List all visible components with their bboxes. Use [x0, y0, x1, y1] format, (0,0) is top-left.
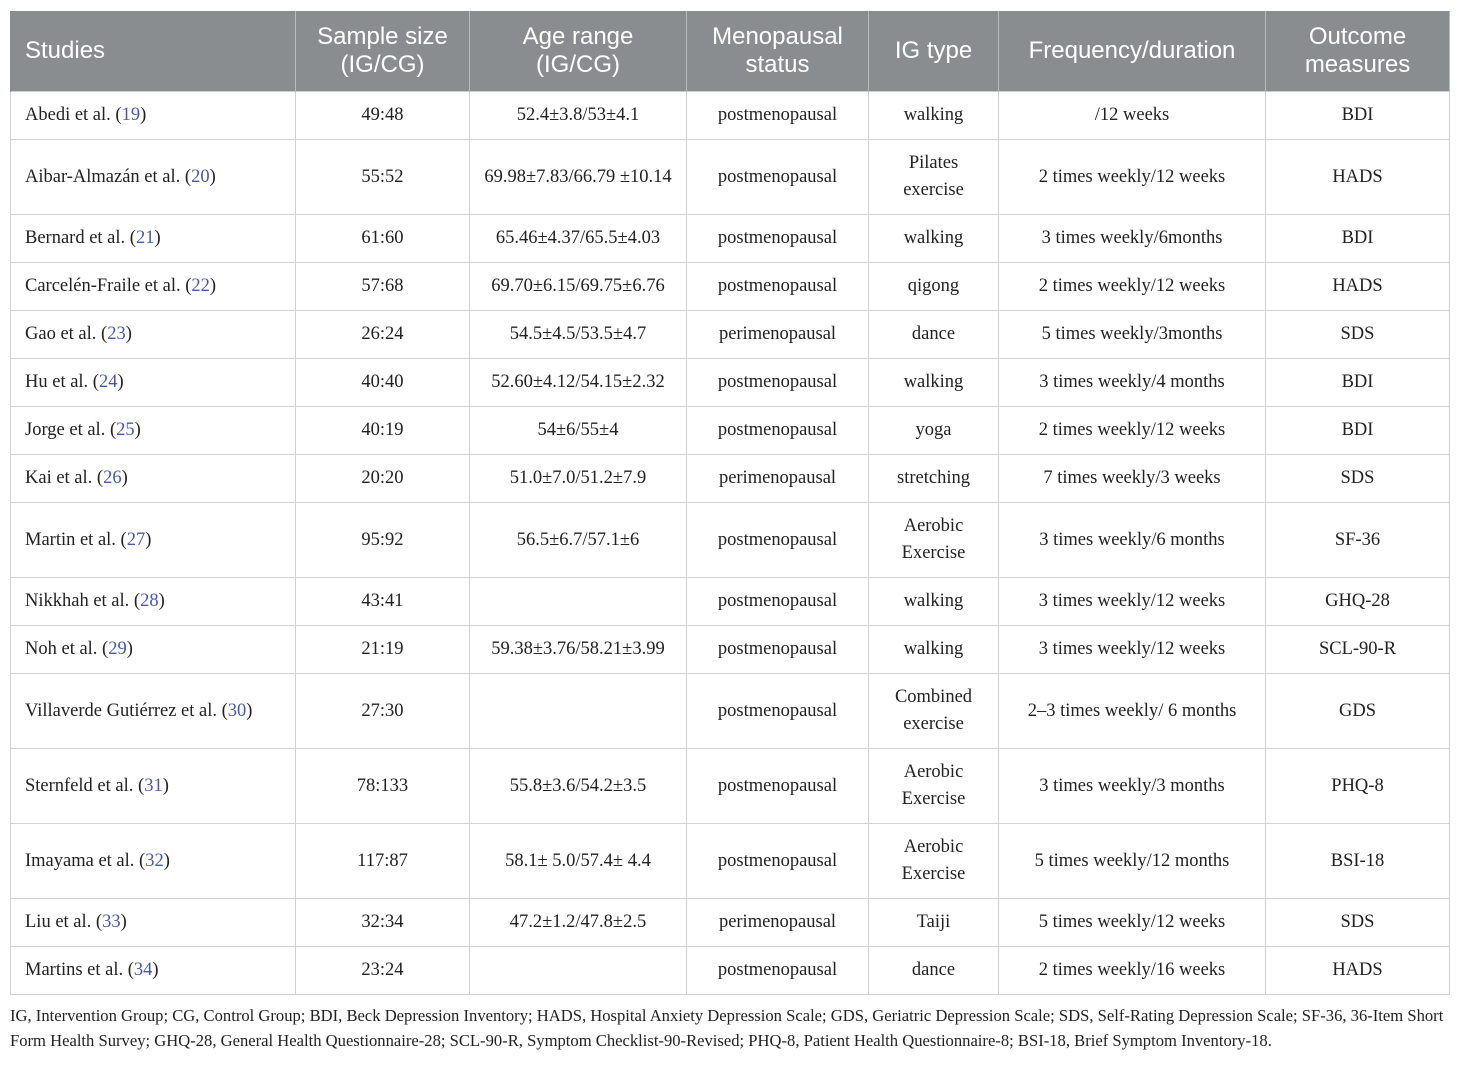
- menopausal-status-cell: postmenopausal: [687, 578, 869, 626]
- age-range-cell: 69.98±7.83/66.79 ±10.14: [470, 140, 687, 215]
- reference-close: ): [120, 912, 127, 932]
- sample-size-cell: 27:30: [296, 674, 470, 749]
- reference-link[interactable]: 33: [102, 912, 121, 932]
- age-range-cell: 65.46±4.37/65.5±4.03: [470, 215, 687, 263]
- reference-link[interactable]: 22: [191, 276, 210, 296]
- table-row: [11, 899, 1450, 947]
- frequency-duration-cell: 5 times weekly/3months: [999, 311, 1266, 359]
- table-container: [10, 11, 1449, 995]
- reference-close: ): [125, 324, 132, 344]
- reference-link[interactable]: 23: [107, 324, 126, 344]
- reference-link[interactable]: 21: [135, 228, 155, 248]
- ig-type-cell: walking: [869, 359, 999, 407]
- sample-size-cell: 20:20: [296, 455, 470, 503]
- sample-size-cell: 61:60: [296, 215, 470, 263]
- ig-type-cell: Aerobic Exercise: [869, 749, 999, 824]
- ig-type-cell: walking: [869, 92, 999, 140]
- study-name: Abedi et al. (: [25, 105, 122, 125]
- menopausal-status-cell: perimenopausal: [687, 311, 869, 359]
- study-cell: [11, 503, 296, 578]
- reference-close: ): [152, 960, 159, 980]
- age-range-cell: 47.2±1.2/47.8±2.5: [470, 899, 687, 947]
- sample-size-cell: 78:133: [296, 749, 470, 824]
- table-row: [11, 947, 1450, 995]
- study-cell: [11, 455, 296, 503]
- header-ig-type: IG type: [869, 11, 999, 92]
- sample-size-cell: 95:92: [296, 503, 470, 578]
- ig-type-cell: walking: [869, 578, 999, 626]
- menopausal-status-cell: postmenopausal: [687, 674, 869, 749]
- age-range-cell: 58.1± 5.0/57.4± 4.4: [470, 824, 687, 899]
- frequency-duration-cell: 2 times weekly/16 weeks: [999, 947, 1266, 995]
- reference-close: ): [145, 529, 152, 550]
- table-row: [11, 824, 1450, 899]
- menopausal-status-cell: postmenopausal: [687, 263, 869, 311]
- ig-type-cell: dance: [869, 311, 999, 359]
- table-row: [11, 92, 1450, 140]
- table-row: [11, 503, 1450, 578]
- menopausal-status-cell: postmenopausal: [687, 92, 869, 140]
- menopausal-status-cell: postmenopausal: [687, 140, 869, 215]
- reference-link[interactable]: 34: [133, 960, 153, 980]
- reference-close: ): [209, 276, 217, 296]
- outcome-measures-cell: BDI: [1266, 407, 1450, 455]
- menopausal-status-cell: perimenopausal: [687, 455, 869, 503]
- table-row: [11, 215, 1450, 263]
- reference-link[interactable]: 28: [140, 591, 159, 611]
- table-row: [11, 674, 1450, 749]
- frequency-duration-cell: 3 times weekly/12 weeks: [999, 626, 1266, 674]
- study-name: Noh et al. (: [25, 639, 109, 659]
- study-cell: [11, 407, 296, 455]
- reference-close: ): [140, 105, 147, 125]
- sample-size-cell: 40:19: [296, 407, 470, 455]
- frequency-duration-cell: 2 times weekly/12 weeks: [999, 263, 1266, 311]
- study-cell: [11, 140, 296, 215]
- reference-close: ): [154, 228, 161, 248]
- age-range-cell: 56.5±6.7/57.1±6: [470, 503, 687, 578]
- age-range-cell: [470, 578, 687, 626]
- table-row: [11, 140, 1450, 215]
- reference-close: ): [158, 591, 165, 611]
- table-row: [11, 626, 1450, 674]
- outcome-measures-cell: BSI-18: [1266, 824, 1450, 899]
- study-cell: [11, 215, 296, 263]
- ig-type-cell: Taiji: [869, 899, 999, 947]
- ig-type-cell: yoga: [869, 407, 999, 455]
- menopausal-status-cell: perimenopausal: [687, 899, 869, 947]
- menopausal-status-cell: postmenopausal: [687, 824, 869, 899]
- table-row: [11, 359, 1450, 407]
- outcome-measures-cell: SCL-90-R: [1266, 626, 1450, 674]
- menopausal-status-cell: postmenopausal: [687, 749, 869, 824]
- frequency-duration-cell: 5 times weekly/12 weeks: [999, 899, 1266, 947]
- outcome-measures-cell: BDI: [1266, 215, 1450, 263]
- sample-size-cell: 49:48: [296, 92, 470, 140]
- sample-size-cell: 23:24: [296, 947, 470, 995]
- age-range-cell: 51.0±7.0/51.2±7.9: [470, 455, 687, 503]
- study-name: Martins et al. (: [25, 960, 134, 980]
- age-range-cell: 52.4±3.8/53±4.1: [470, 92, 687, 140]
- age-range-cell: 55.8±3.6/54.2±3.5: [470, 749, 687, 824]
- outcome-measures-cell: SDS: [1266, 311, 1450, 359]
- study-cell: [11, 311, 296, 359]
- table-row: [11, 749, 1450, 824]
- reference-close: ): [246, 700, 253, 721]
- studies-table: [10, 11, 1450, 995]
- outcome-measures-cell: BDI: [1266, 92, 1450, 140]
- menopausal-status-cell: postmenopausal: [687, 947, 869, 995]
- reference-link[interactable]: 20: [191, 166, 210, 187]
- study-name: Hu et al. (: [25, 372, 99, 392]
- study-name: Villaverde Gutiérrez et al. (: [25, 700, 228, 721]
- reference-link[interactable]: 25: [116, 420, 135, 440]
- frequency-duration-cell: 3 times weekly/4 months: [999, 359, 1266, 407]
- ig-type-cell: Aerobic Exercise: [869, 503, 999, 578]
- header-outcome-measures: Outcome measures: [1266, 11, 1450, 92]
- reference-link[interactable]: 26: [103, 468, 122, 488]
- reference-link[interactable]: 24: [98, 372, 118, 392]
- study-name: Nikkhah et al. (: [25, 591, 141, 611]
- table-row: [11, 263, 1450, 311]
- reference-close: ): [134, 420, 141, 440]
- outcome-measures-cell: HADS: [1266, 140, 1450, 215]
- table-row: [11, 407, 1450, 455]
- outcome-measures-cell: BDI: [1266, 359, 1450, 407]
- study-cell: [11, 947, 296, 995]
- reference-link[interactable]: 32: [145, 850, 164, 871]
- age-range-cell: [470, 674, 687, 749]
- age-range-cell: 52.60±4.12/54.15±2.32: [470, 359, 687, 407]
- ig-type-cell: walking: [869, 215, 999, 263]
- study-name: Aibar-Almazán et al. (: [25, 166, 192, 187]
- outcome-measures-cell: PHQ-8: [1266, 749, 1450, 824]
- study-name: Sternfeld et al. (: [25, 775, 145, 796]
- outcome-measures-cell: GHQ-28: [1266, 578, 1450, 626]
- table-row: [11, 455, 1450, 503]
- reference-link[interactable]: 29: [108, 639, 127, 659]
- menopausal-status-cell: postmenopausal: [687, 626, 869, 674]
- ig-type-cell: stretching: [869, 455, 999, 503]
- outcome-measures-cell: HADS: [1266, 947, 1450, 995]
- study-name: Martin et al. (: [25, 529, 127, 550]
- age-range-cell: 59.38±3.76/58.21±3.99: [470, 626, 687, 674]
- header-menopausal-status: Menopausal status: [687, 11, 869, 92]
- frequency-duration-cell: 3 times weekly/6months: [999, 215, 1266, 263]
- reference-link[interactable]: 31: [144, 775, 163, 796]
- sample-size-cell: 43:41: [296, 578, 470, 626]
- study-name: Kai et al. (: [25, 468, 104, 488]
- sample-size-cell: 32:34: [296, 899, 470, 947]
- sample-size-cell: 57:68: [296, 263, 470, 311]
- study-cell: [11, 899, 296, 947]
- frequency-duration-cell: 5 times weekly/12 months: [999, 824, 1266, 899]
- study-cell: [11, 824, 296, 899]
- table-footnote: IG, Intervention Group; CG, Control Group; BDI, Beck Depression Inventory; HADS, Hospital Anxiety Depression Scale; GDS, Geriatric Depression Scale; SDS, Self-Rating Depression Scale; SF-36, 36-Item Short Form Health Survey; GHQ-28, General Health Questionnaire-28; SCL-90-R, Symptom Checklist-90-Revised; PHQ-8, Patient Health Questionnaire-8; BSI-18, Brief Symptom Inventory-18.: [10, 1006, 1444, 1050]
- ig-type-cell: walking: [869, 626, 999, 674]
- outcome-measures-cell: SDS: [1266, 899, 1450, 947]
- frequency-duration-cell: 3 times weekly/3 months: [999, 749, 1266, 824]
- reference-close: ): [117, 372, 124, 392]
- frequency-duration-cell: 3 times weekly/12 weeks: [999, 578, 1266, 626]
- age-range-cell: 69.70±6.15/69.75±6.76: [470, 263, 687, 311]
- study-name: Jorge et al. (: [25, 420, 117, 440]
- reference-close: ): [121, 468, 128, 488]
- age-range-cell: 54±6/55±4: [470, 407, 687, 455]
- study-cell: [11, 92, 296, 140]
- reference-close: ): [163, 850, 170, 871]
- header-sample-size: Sample size (IG/CG): [296, 11, 470, 92]
- frequency-duration-cell: 2 times weekly/12 weeks: [999, 140, 1266, 215]
- study-name: Gao et al. (: [25, 324, 108, 344]
- frequency-duration-cell: 7 times weekly/3 weeks: [999, 455, 1266, 503]
- study-name: Bernard et al. (: [25, 228, 136, 248]
- menopausal-status-cell: postmenopausal: [687, 407, 869, 455]
- study-cell: [11, 674, 296, 749]
- reference-link[interactable]: 27: [126, 529, 146, 550]
- menopausal-status-cell: postmenopausal: [687, 359, 869, 407]
- frequency-duration-cell: /12 weeks: [999, 92, 1266, 140]
- frequency-duration-cell: 3 times weekly/6 months: [999, 503, 1266, 578]
- sample-size-cell: 117:87: [296, 824, 470, 899]
- sample-size-cell: 40:40: [296, 359, 470, 407]
- reference-close: ): [126, 639, 133, 659]
- header-frequency-duration: Frequency/duration: [999, 11, 1266, 92]
- reference-link[interactable]: 30: [227, 700, 247, 721]
- frequency-duration-cell: 2–3 times weekly/ 6 months: [999, 674, 1266, 749]
- study-name: Carcelén-Fraile et al. (: [25, 276, 192, 296]
- reference-close: ): [209, 166, 216, 187]
- sample-size-cell: 55:52: [296, 140, 470, 215]
- frequency-duration-cell: 2 times weekly/12 weeks: [999, 407, 1266, 455]
- study-cell: [11, 263, 296, 311]
- age-range-cell: 54.5±4.5/53.5±4.7: [470, 311, 687, 359]
- study-name: Imayama et al. (: [25, 850, 146, 871]
- study-cell: [11, 578, 296, 626]
- outcome-measures-cell: SDS: [1266, 455, 1450, 503]
- age-range-cell: [470, 947, 687, 995]
- menopausal-status-cell: postmenopausal: [687, 215, 869, 263]
- ig-type-cell: Pilates exercise: [869, 140, 999, 215]
- ig-type-cell: qigong: [869, 263, 999, 311]
- table-row: [11, 578, 1450, 626]
- table-row: [11, 311, 1450, 359]
- study-name: Liu et al. (: [25, 912, 103, 932]
- sample-size-cell: 26:24: [296, 311, 470, 359]
- header-studies: Studies: [11, 11, 296, 92]
- outcome-measures-cell: HADS: [1266, 263, 1450, 311]
- menopausal-status-cell: postmenopausal: [687, 503, 869, 578]
- reference-close: ): [162, 775, 169, 796]
- sample-size-cell: 21:19: [296, 626, 470, 674]
- study-cell: [11, 359, 296, 407]
- header-age-range: Age range (IG/CG): [470, 11, 687, 92]
- reference-link[interactable]: 19: [121, 105, 141, 125]
- outcome-measures-cell: SF-36: [1266, 503, 1450, 578]
- ig-type-cell: dance: [869, 947, 999, 995]
- header-row: [11, 11, 1450, 92]
- outcome-measures-cell: GDS: [1266, 674, 1450, 749]
- table-body: [11, 92, 1450, 995]
- study-cell: [11, 626, 296, 674]
- ig-type-cell: Aerobic Exercise: [869, 824, 999, 899]
- ig-type-cell: Combined exercise: [869, 674, 999, 749]
- study-cell: [11, 749, 296, 824]
